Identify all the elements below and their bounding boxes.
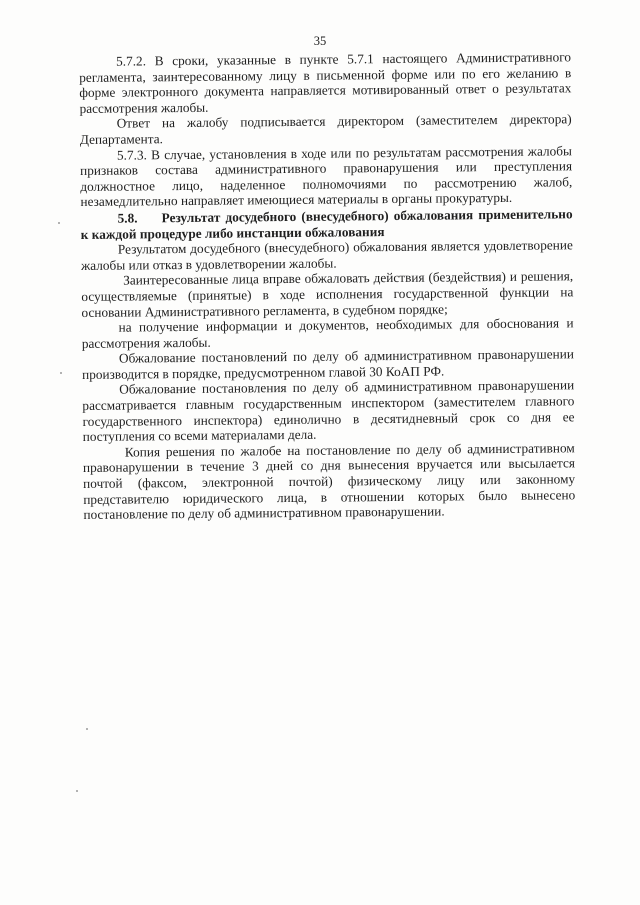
section-title: Результат досудебного (внесудебного) обжалования применительно к каждой процедуре либо инстанции обжалования xyxy=(80,206,573,242)
paragraph-information: на получение информации и документов, необходимых для обоснования и рассмотрения жалобы. xyxy=(81,315,574,351)
document-body xyxy=(79,49,575,523)
paragraph-5-7-3: 5.7.3. В случае, установления в ходе или по результатам рассмотрения жалобы признаков состава административного правонарушения или преступления должностное лицо, наделенное полномочиями по рассмотрению жалоб, незамедлительно направляет имеющиеся материалы в органы прокуратуры. xyxy=(80,142,573,210)
section-number: 5.8. xyxy=(117,210,138,226)
paragraph-result: Результатом досудебного (внесудебного) обжалования является удовлетворение жалобы или отказ в удовлетворении жалобы. xyxy=(80,237,573,273)
paragraph-copy-of-decision: Копия решения по жалобе на постановление по делу об административном правонарушении в течение 3 дней со дня вынесения вручается или высылается почтой (факсом, электронной почтой) физическому лицу или законному представителю юридического лица, в отношении которых было вынесено постановление по делу об административном правонарушении. xyxy=(82,440,576,523)
scan-speck xyxy=(76,790,78,792)
section-heading-5-8 xyxy=(81,206,573,242)
page-number: 35 xyxy=(313,34,327,48)
paragraph-koap: Обжалование постановлений по делу об административном правонарушении производится в порядке, предусмотренном главой 30 КоАП РФ. xyxy=(82,346,574,382)
scan-speck xyxy=(86,728,88,730)
paragraph-review: Обжалование постановления по делу об административном правонарушении рассматривается главным государственным инспектором (заместителем главного государственного инспектора) единолично в десятидневный срок со дня ее поступления со всеми материалами дела. xyxy=(82,377,575,445)
paragraph-5-7-2: 5.7.2. В сроки, указанные в пункте 5.7.1 настоящего Административного регламента, заинтересованному лицу в письменной форме или по его желанию в форме электронного документа направляется мотивированный ответ о результатах рассмотрения жалобы. xyxy=(79,49,572,116)
scan-speck xyxy=(58,222,60,224)
paragraph-right-to-appeal: Заинтересованные лица вправе обжаловать действия (бездействия) и решения, осуществляемые (принятые) в ходе исполнения государственной функции на основании Административного регламента, в судебном порядке; xyxy=(81,268,574,320)
paragraph-signature: Ответ на жалобу подписывается директором (заместителем директора) Департамента. xyxy=(79,111,572,147)
scan-speck xyxy=(60,372,62,374)
